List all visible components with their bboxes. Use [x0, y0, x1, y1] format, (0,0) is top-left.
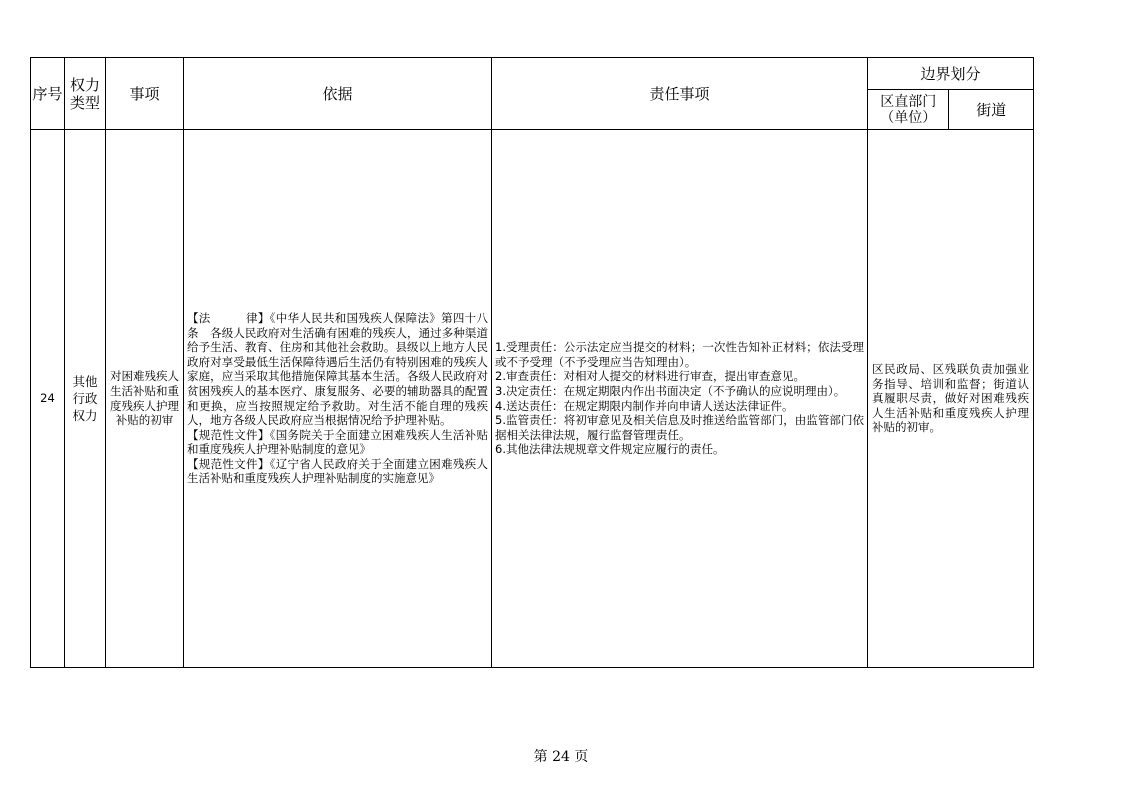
duty-6: 6.其他法律法规规章文件规定应履行的责任。 [495, 442, 725, 457]
duty-1: 1.受理责任：公示法定应当提交的材料；一次性告知补正材料；依法受理或不予受理（不予受理应当告知理由）。 [495, 340, 864, 369]
header-type: 权力类型 [65, 58, 106, 130]
basis-law: 【法 律】《中华人民共和国残疾人保障法》第四十八条 各级人民政府对生活确有困难的残疾人，通过多种渠道给予生活、教育、住房和其他社会救助。县级以上地方人民政府对享受最低生活保障待遇后生活仍有特别困难的残疾人家庭，应当采取其他措施保障其基本生活。各级人民政府对贫困残疾人的基本医疗、康复服务、必要的辅助器具的配置和更换，应当按照规定给予救助。对生活不能自理的残疾人，地方各级人民政府应当根据情况给予护理补贴。 [187, 310, 488, 428]
row-boundary: 区民政局、区残联负责加强业务指导、培训和监督；街道认真履职尽责，做好对困难残疾人生活补贴和重度残疾人护理补贴的初审。 [868, 130, 1034, 668]
header-duty: 责任事项 [492, 58, 868, 130]
basis-normative-1: 【规范性文件】《国务院关于全面建立困难残疾人生活补贴和重度残疾人护理补贴制度的意见》 [187, 427, 488, 457]
row-type: 其他行政权力 [65, 130, 106, 668]
basis-normative-2: 【规范性文件】《辽宁省人民政府关于全面建立困难残疾人生活补贴和重度残疾人护理补贴制度的实施意见》 [187, 456, 488, 486]
row-duty [492, 130, 868, 668]
page-number: 第 24 页 [533, 749, 589, 765]
row-seq: 24 [31, 130, 65, 668]
header-dept: 区直部门（单位） [868, 90, 949, 130]
duty-3: 3.决定责任：在规定期限内作出书面决定（不予确认的应说明理由）。 [495, 383, 846, 398]
header-item: 事项 [106, 58, 184, 130]
row-basis [184, 130, 492, 668]
header-basis: 依据 [184, 58, 492, 130]
header-seq: 序号 [31, 58, 65, 130]
duty-2: 2.审查责任：对相对人提交的材料进行审查，提出审查意见。 [495, 369, 805, 384]
power-list-table [30, 57, 1034, 668]
header-street: 街道 [949, 90, 1034, 130]
row-item: 对困难残疾人生活补贴和重度残疾人护理补贴的初审 [106, 130, 184, 668]
duty-5: 5.监管责任：将初审意见及相关信息及时推送给监管部门，由监管部门依据相关法律法规，履行监督管理责任。 [495, 413, 864, 442]
duty-4: 4.送达责任：在规定期限内制作并向申请人送达法律证件。 [495, 398, 794, 413]
header-boundary: 边界划分 [868, 58, 1034, 90]
